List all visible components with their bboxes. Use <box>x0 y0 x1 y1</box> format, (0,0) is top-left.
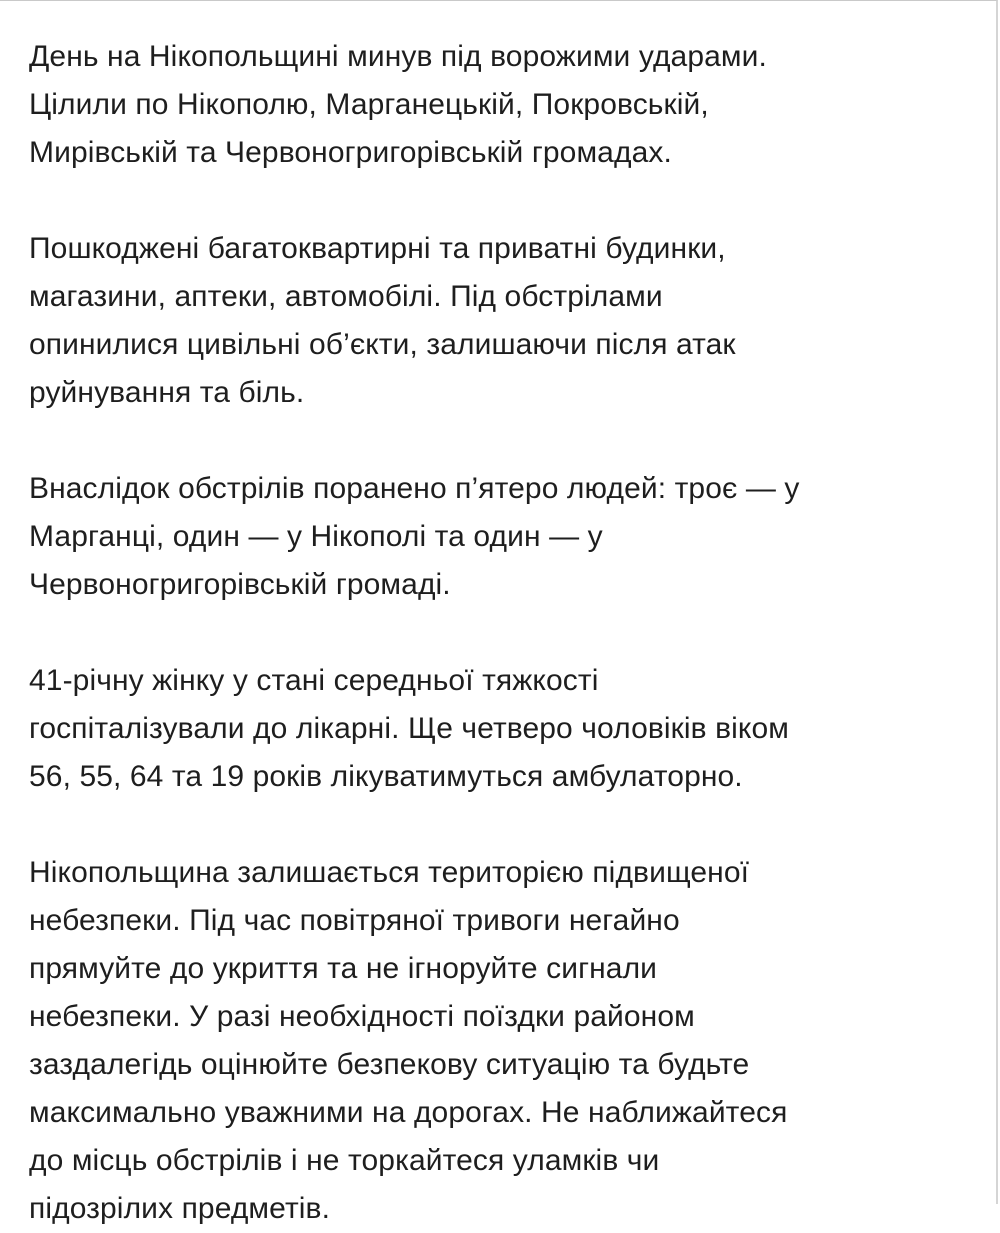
text-line: 56, 55, 64 та 19 років лікуватимуться амбулаторно. <box>29 760 743 793</box>
text-line: Марганці, один — у Нікополі та один — у <box>29 520 603 553</box>
text-line: День на Нікопольщині минув під ворожими ударами. <box>29 40 767 73</box>
text-line: прямуйте до укриття та не ігноруйте сигнали <box>29 952 658 985</box>
paragraph-5 <box>29 849 974 1233</box>
paragraph-4 <box>29 657 974 801</box>
text-line: Мирівській та Червоногригорівській громадах. <box>29 136 672 169</box>
text-line: Нікопольщина залишається територією підвищеної <box>29 856 750 889</box>
paragraph-2 <box>29 225 974 417</box>
text-line: магазини, аптеки, автомобілі. Під обстрілами <box>29 280 663 313</box>
paragraph-3 <box>29 465 974 609</box>
text-line: небезпеки. У разі необхідності поїздки районом <box>29 1000 695 1033</box>
text-line: опинилися цивільні об’єкти, залишаючи після атак <box>29 328 736 361</box>
text-line: госпіталізували до лікарні. Ще четверо чоловіків віком <box>29 712 789 745</box>
text-line: небезпеки. Під час повітряної тривоги негайно <box>29 904 680 937</box>
text-line: Червоногригорівській громаді. <box>29 568 451 601</box>
text-line: руйнування та біль. <box>29 376 305 409</box>
text-line: максимально уважними на дорогах. Не наближайтеся <box>29 1096 788 1129</box>
text-line: заздалегідь оцінюйте безпекову ситуацію та будьте <box>29 1048 750 1081</box>
text-line: Пошкоджені багатоквартирні та приватні будинки, <box>29 232 726 265</box>
text-line: 41-річну жінку у стані середньої тяжкості <box>29 664 599 697</box>
text-line: Цілили по Нікополю, Марганецькій, Покровській, <box>29 88 709 121</box>
post-text <box>29 33 974 1233</box>
paragraph-1 <box>29 33 974 177</box>
text-line: до місць обстрілів і не торкайтеся уламків чи <box>29 1144 660 1177</box>
text-line: підозрілих предметів. <box>29 1192 331 1225</box>
text-line: Внаслідок обстрілів поранено п’ятеро людей: троє — у <box>29 472 800 505</box>
